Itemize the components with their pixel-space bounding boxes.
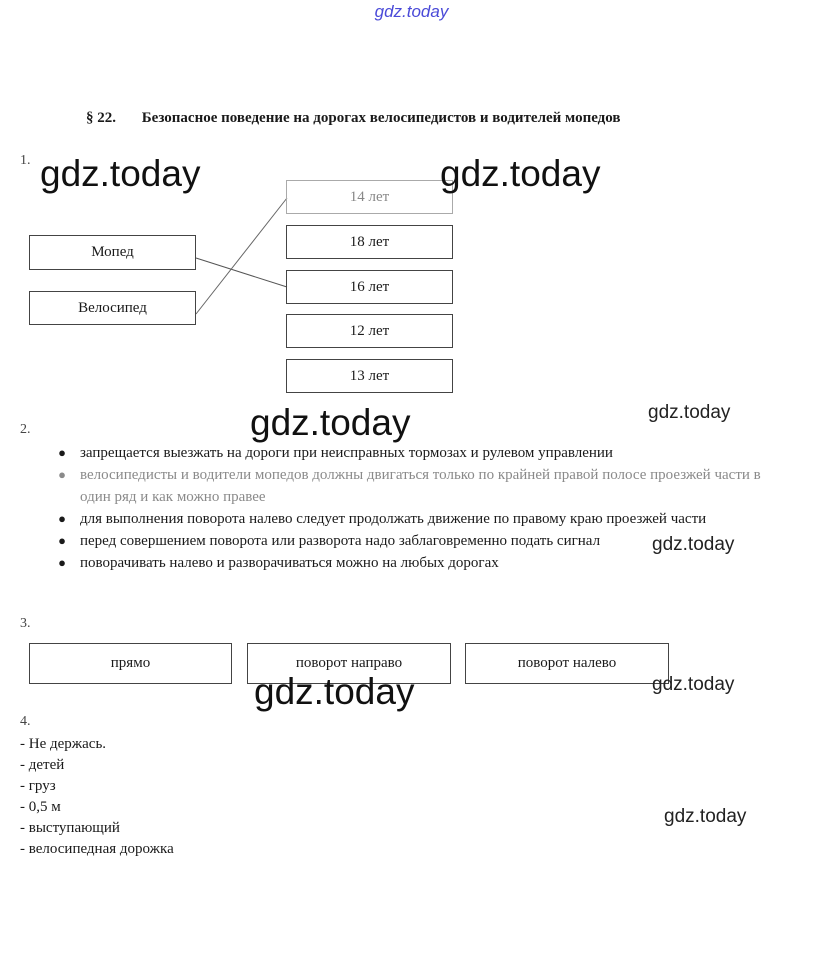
left-box-moped: Мопед <box>29 235 196 270</box>
question-4-answers <box>20 734 174 860</box>
watermark-top: gdz.today <box>374 2 449 21</box>
watermark-big-2: gdz.today <box>440 153 601 194</box>
answer-line: - велосипедная дорожка <box>20 841 174 857</box>
right-box-13: 13 лет <box>286 359 453 393</box>
bullet-icon: ● <box>58 445 66 460</box>
bullet-icon: ● <box>58 555 66 570</box>
watermark-small-4: gdz.today <box>664 806 747 827</box>
list-item: ● для выполнения поворота налево следует продолжать движение по правому краю проезжей части <box>52 508 792 530</box>
answer-line: - детей <box>20 757 65 773</box>
right-box-18: 18 лет <box>286 225 453 259</box>
right-box-12: 12 лет <box>286 314 453 348</box>
section-number: § 22. <box>86 110 116 126</box>
answer-line: - 0,5 м <box>20 799 61 815</box>
watermark-big-3: gdz.today <box>250 402 411 443</box>
bullet-icon: ● <box>58 511 66 526</box>
answer-line: - выступающий <box>20 820 120 836</box>
bullet-icon: ● <box>58 533 66 548</box>
right-box-16: 16 лет <box>286 270 453 304</box>
direction-box-left: поворот налево <box>465 643 669 684</box>
line-bicycle-14 <box>196 198 287 314</box>
watermark-big-1: gdz.today <box>40 153 201 194</box>
list-item: ● перед совершением поворота или разворота надо заблаговременно подать сигнал <box>52 530 792 552</box>
question-3-number: 3. <box>20 616 31 631</box>
watermark-small-2: gdz.today <box>652 534 735 555</box>
list-item: ● запрещается выезжать на дороги при неисправных тормозах и рулевом управлении <box>52 442 792 464</box>
list-item: ● велосипедисты и водители мопедов должны двигаться только по крайней правой полосе проезжей части в один ряд и как можно правее <box>52 464 792 508</box>
direction-box-right: поворот направо <box>247 643 451 684</box>
watermark-small-1: gdz.today <box>648 402 731 423</box>
right-box-14: 14 лет <box>286 180 453 214</box>
answer-line: - груз <box>20 778 56 794</box>
question-1-number: 1. <box>20 153 31 168</box>
question-2-number: 2. <box>20 422 31 437</box>
left-box-bicycle: Велосипед <box>29 291 196 325</box>
bullet-icon: ● <box>58 467 66 482</box>
answer-line: - Не держась. <box>20 736 107 752</box>
watermark-small-3: gdz.today <box>652 674 735 695</box>
question-4-number: 4. <box>20 714 31 729</box>
line-moped-16 <box>196 258 287 287</box>
list-item: ● поворачивать налево и разворачиваться можно на любых дорогах <box>52 552 792 574</box>
direction-box-straight: прямо <box>29 643 232 684</box>
section-title-text: Безопасное поведение на дорогах велосипедистов и водителей мопедов <box>141 110 621 126</box>
watermark-big-4: gdz.today <box>254 671 415 712</box>
